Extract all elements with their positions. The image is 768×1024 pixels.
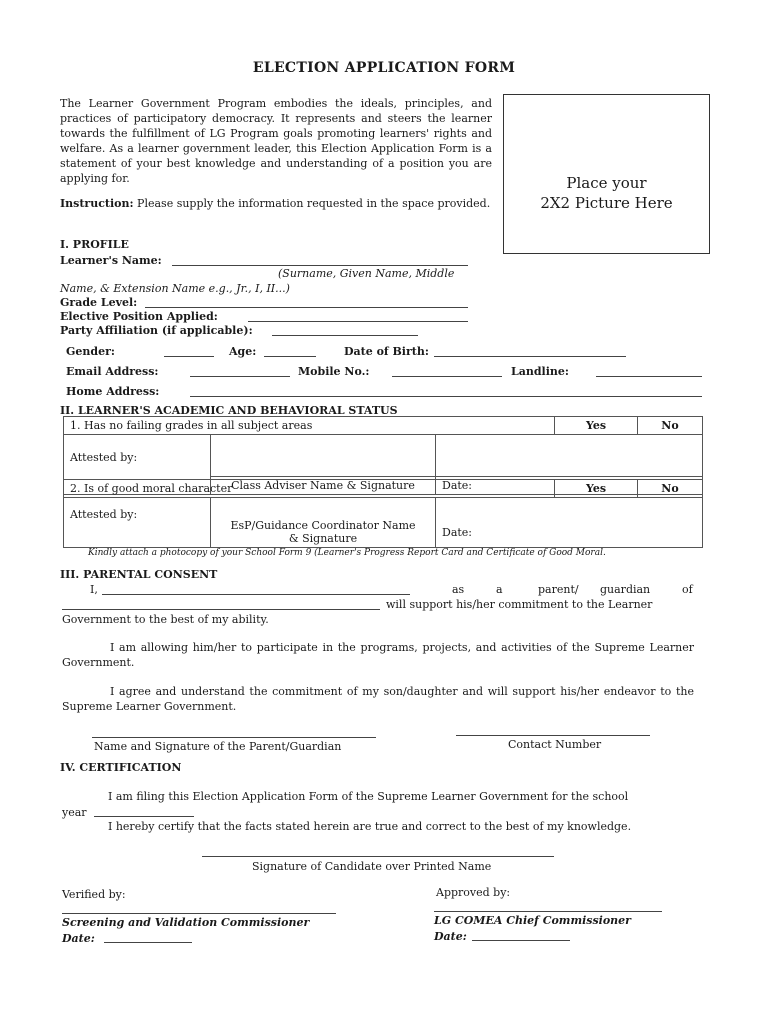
elective-position-field[interactable] xyxy=(248,321,468,322)
status-item-1-yes[interactable]: Yes xyxy=(555,417,638,435)
adviser-date-area[interactable] xyxy=(436,435,703,477)
screening-commissioner-label: Screening and Validation Commissioner xyxy=(62,916,310,929)
consent-heading: III. PARENTAL CONSENT xyxy=(60,568,218,581)
dob-label: Date of Birth: xyxy=(344,345,429,358)
consent-parent: parent/ xyxy=(538,583,579,596)
certification-para-2: I hereby certify that the facts stated herein are true and correct to the best of my knowledge. xyxy=(108,820,632,833)
consent-para-3: I agree and understand the commitment of my son/daughter and will support his/her endeavor to the Supreme Learner Government. xyxy=(62,685,694,713)
consent-will-support: will support his/her commitment to the Learner xyxy=(386,598,653,611)
landline-field[interactable] xyxy=(596,376,702,377)
consent-a: a xyxy=(496,583,503,596)
status-item-2-no[interactable]: No xyxy=(638,480,703,498)
instruction-text: Please supply the information requested in the space provided. xyxy=(133,197,491,210)
photo-line-2: 2X2 Picture Here xyxy=(540,194,673,212)
candidate-signature-line[interactable] xyxy=(202,856,554,857)
instruction-paragraph xyxy=(60,196,492,211)
parent-signature-line[interactable] xyxy=(92,737,376,738)
grade-level-label: Grade Level: xyxy=(60,296,138,309)
adviser-signature-area[interactable] xyxy=(211,435,436,477)
consent-as: as xyxy=(452,583,465,596)
form-title: ELECTION APPLICATION FORM xyxy=(252,60,516,76)
consent-name-field[interactable] xyxy=(102,594,410,595)
verifier-date-field[interactable] xyxy=(104,942,192,943)
verified-by-label: Verified by: xyxy=(62,888,126,901)
learners-name-field[interactable] xyxy=(172,265,468,266)
approver-date-label: Date: xyxy=(434,930,467,943)
consent-government: Government to the best of my ability. xyxy=(62,613,269,626)
photo-placeholder-text xyxy=(504,173,709,213)
status-item-1: 1. Has no failing grades in all subject areas xyxy=(64,417,555,435)
party-affiliation-label: Party Affiliation (if applicable): xyxy=(60,324,253,337)
adviser-label: Class Adviser Name & Signature xyxy=(211,477,436,495)
consent-para-2: I am allowing him/her to participate in the programs, projects, and activities of the Supreme Learner Government. xyxy=(62,641,694,669)
photo-line-1: Place your xyxy=(566,174,647,192)
mobile-field[interactable] xyxy=(392,376,502,377)
name-hint-1: (Surname, Given Name, Middle xyxy=(278,267,455,280)
comea-commissioner-label: LG COMEA Chief Commissioner xyxy=(434,914,631,927)
consent-i: I, xyxy=(90,583,98,596)
status-item-1-no[interactable]: No xyxy=(638,417,703,435)
age-field[interactable] xyxy=(264,356,316,357)
esp-date-label[interactable]: Date: xyxy=(436,498,703,548)
verifier-signature-line[interactable] xyxy=(62,913,336,914)
photo-placeholder[interactable] xyxy=(503,94,710,254)
consent-child-field[interactable] xyxy=(62,609,380,610)
certification-heading: IV. CERTIFICATION xyxy=(60,761,182,774)
profile-heading: I. PROFILE xyxy=(60,238,129,251)
contact-number-label: Contact Number xyxy=(508,738,602,751)
name-hint-2: Name, & Extension Name e.g., Jr., I, II...) xyxy=(60,282,290,295)
status-item-2: 2. Is of good moral character xyxy=(64,480,555,498)
status-item-2-yes[interactable]: Yes xyxy=(555,480,638,498)
email-label: Email Address: xyxy=(66,365,159,378)
contact-number-line[interactable] xyxy=(456,735,650,736)
instruction-label: Instruction: xyxy=(60,197,134,210)
status-table-2 xyxy=(63,479,703,548)
age-label: Age: xyxy=(229,345,257,358)
learners-name-label: Learner's Name: xyxy=(60,254,162,267)
candidate-signature-label: Signature of Candidate over Printed Name xyxy=(252,860,492,873)
approver-signature-line[interactable] xyxy=(434,911,662,912)
home-address-field[interactable] xyxy=(190,396,702,397)
elective-position-label: Elective Position Applied: xyxy=(60,310,218,323)
parent-signature-label: Name and Signature of the Parent/Guardian xyxy=(94,740,342,753)
esp-label-2: & Signature xyxy=(288,532,358,545)
esp-signature-area[interactable] xyxy=(211,498,436,548)
certification-year-label: year xyxy=(62,806,87,819)
intro-paragraph: The Learner Government Program embodies the ideals, principles, and practices of participatory democracy. It represents and steers the learner towards the fulfillment of LG Program goals promoting learners' rights and welfare. As a learner government leader, this Election Application Form is a statement of your best knowledge and understanding of a position you are applying for. xyxy=(60,97,492,185)
adviser-date-label: Date: xyxy=(436,477,703,495)
gender-field[interactable] xyxy=(164,356,214,357)
consent-of: of xyxy=(682,583,693,596)
email-field[interactable] xyxy=(190,376,290,377)
attachment-note: Kindly attach a photocopy of your School Form 9 (Learner's Progress Report Card and Certificate of Good Moral. xyxy=(88,548,606,558)
dob-field[interactable] xyxy=(434,356,626,357)
attested-by-1: Attested by: xyxy=(64,435,211,495)
esp-label-1: EsP/Guidance Coordinator Name xyxy=(230,519,416,532)
status-heading: II. LEARNER'S ACADEMIC AND BEHAVIORAL STATUS xyxy=(60,404,398,417)
home-address-label: Home Address: xyxy=(66,385,160,398)
certification-para-1: I am filing this Election Application Form of the Supreme Learner Government for the school xyxy=(108,790,629,803)
verifier-date-label: Date: xyxy=(62,932,95,945)
party-affiliation-field[interactable] xyxy=(272,335,418,336)
school-year-field[interactable] xyxy=(94,816,194,817)
gender-label: Gender: xyxy=(66,345,115,358)
attested-by-2: Attested by: xyxy=(64,498,211,548)
grade-level-field[interactable] xyxy=(145,307,468,308)
approved-by-label: Approved by: xyxy=(436,886,511,899)
mobile-label: Mobile No.: xyxy=(298,365,370,378)
consent-guardian: guardian xyxy=(600,583,651,596)
approver-date-field[interactable] xyxy=(472,940,570,941)
landline-label: Landline: xyxy=(511,365,569,378)
